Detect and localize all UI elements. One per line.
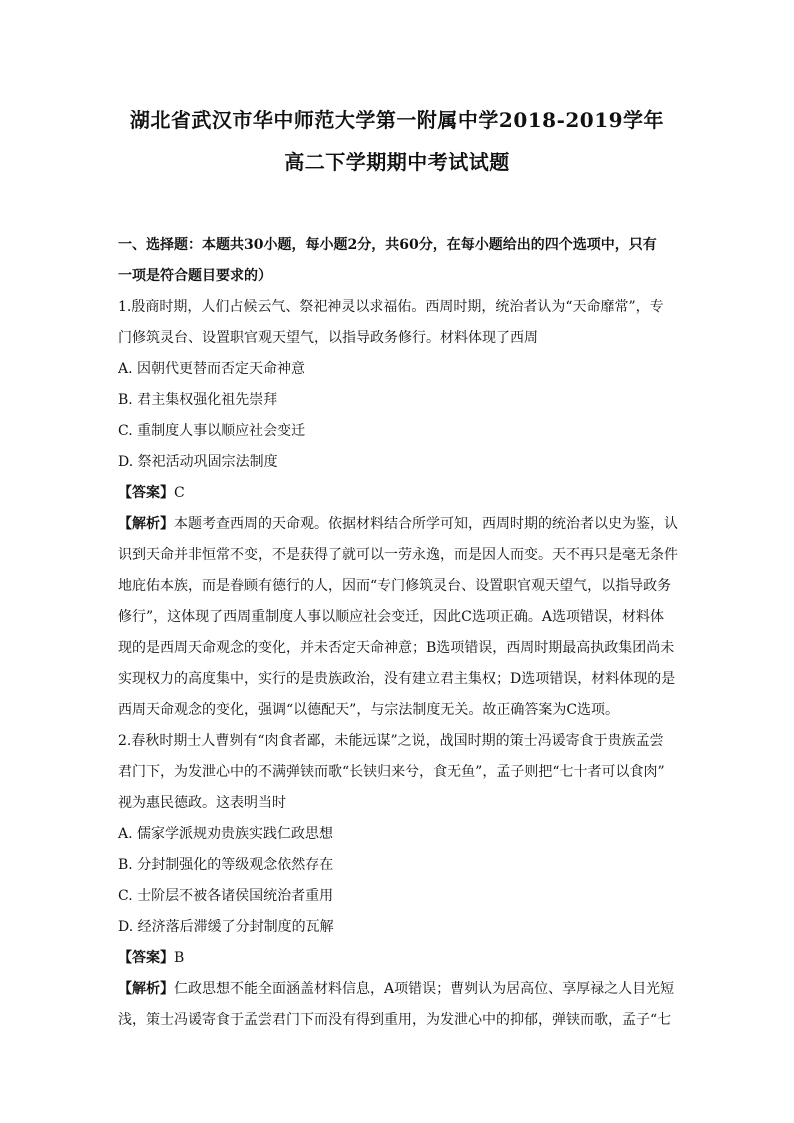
document-title-line-2: 高二下学期期中考试试题 [284,150,510,174]
q1-analysis-line-2: 识到天命并非恒常不变，不是获得了就可以一劳永逸，而是因人而变。天不再只是毫无条件 [118,547,678,563]
q2-option-a: A. 儒家学派规劝贵族实践仁政思想 [118,826,334,842]
q1-answer-value: C [174,485,185,501]
q1-analysis-line-3: 地庇佑本族，而是眷顾有德行的人，因而“专门修筑灵台、设置职官观天望气，以指导政务 [118,578,672,594]
q1-analysis-line-6: 实现权力的高度集中，实行的是贵族政治，没有建立君主集权；D选项错误，材料体现的是 [118,671,676,687]
q1-analysis-line-7: 西周天命观念的变化，强调“以德配天”，与宗法制度无关。故正确答案为C选项。 [118,702,620,718]
section-heading: 一、选择题：本题共30小题，每小题2分，共60分，在每小题给出的四个选项中，只有 [118,237,657,253]
q2-analysis-tag: 【解析】 [118,981,174,997]
q1-answer [118,478,678,509]
q2-analysis [118,974,678,1005]
q1-analysis-tag: 【解析】 [118,516,174,532]
document-title-line-1: 湖北省武汉市华中师范大学第一附属中学2018-2019学年 [129,108,665,132]
q1-analysis [118,509,678,540]
q1-option-d: D. 祭祀活动巩固宗法制度 [118,454,278,470]
q2-stem-cont-2: 视为惠民德政。这表明当时 [118,795,286,811]
q2-stem-cont: 君门下，为发泄心中的不满弹铗而歌“长铗归来兮，食无鱼”，孟子则把“七十者可以食肉” [118,764,665,780]
section-heading-cont: 一项是符合题目要求的） [118,268,272,284]
q2-option-c: C. 士阶层不被各诸侯国统治者重用 [118,888,334,904]
q1-analysis-line-5: 现的是西周天命观念的变化，并未否定天命神意；B选项错误，西周时期最高执政集团尚未 [118,640,675,656]
q2-option-b: B. 分封制强化的等级观念依然存在 [118,857,334,873]
q2-answer-value: B [174,950,185,966]
q1-stem-cont: 门修筑灵台、设置职官观天望气，以指导政务修行。材料体现了西周 [118,330,538,346]
q1-answer-tag: 【答案】 [118,485,174,501]
q1-stem: 1.殷商时期，人们占候云气、祭祀神灵以求福佑。西周时期，统治者认为“天命靡常”，专 [118,299,664,315]
document-body [118,230,678,1036]
q2-analysis-line-2: 浅，策士冯谖寄食于孟尝君门下而没有得到重用，为发泄心中的抑郁，弹铗而歌，孟子“七 [118,1012,672,1028]
q2-answer-tag: 【答案】 [118,950,174,966]
q2-stem: 2.春秋时期士人曹刿有“肉食者鄙，未能远谋”之说，战国时期的策士冯谖寄食于贵族孟尝 [118,733,664,749]
q1-option-c: C. 重制度人事以顺应社会变迁 [118,423,306,439]
q1-option-a: A. 因朝代更替而否定天命神意 [118,361,306,377]
q1-analysis-line-4: 修行”，这体现了西周重制度人事以顺应社会变迁，因此C选项正确。A选项错误，材料体 [118,609,664,625]
q1-option-b: B. 君主集权强化祖先崇拜 [118,392,278,408]
q2-answer [118,943,678,974]
q2-analysis-text: 仁政思想不能全面涵盖材料信息，A项错误；曹刿认为居高位、享厚禄之人目光短 [174,981,675,997]
q2-option-d: D. 经济落后滞缓了分封制度的瓦解 [118,919,334,935]
q1-analysis-text: 本题考查西周的天命观。依据材料结合所学可知，西周时期的统治者以史为鉴，认 [174,516,678,532]
